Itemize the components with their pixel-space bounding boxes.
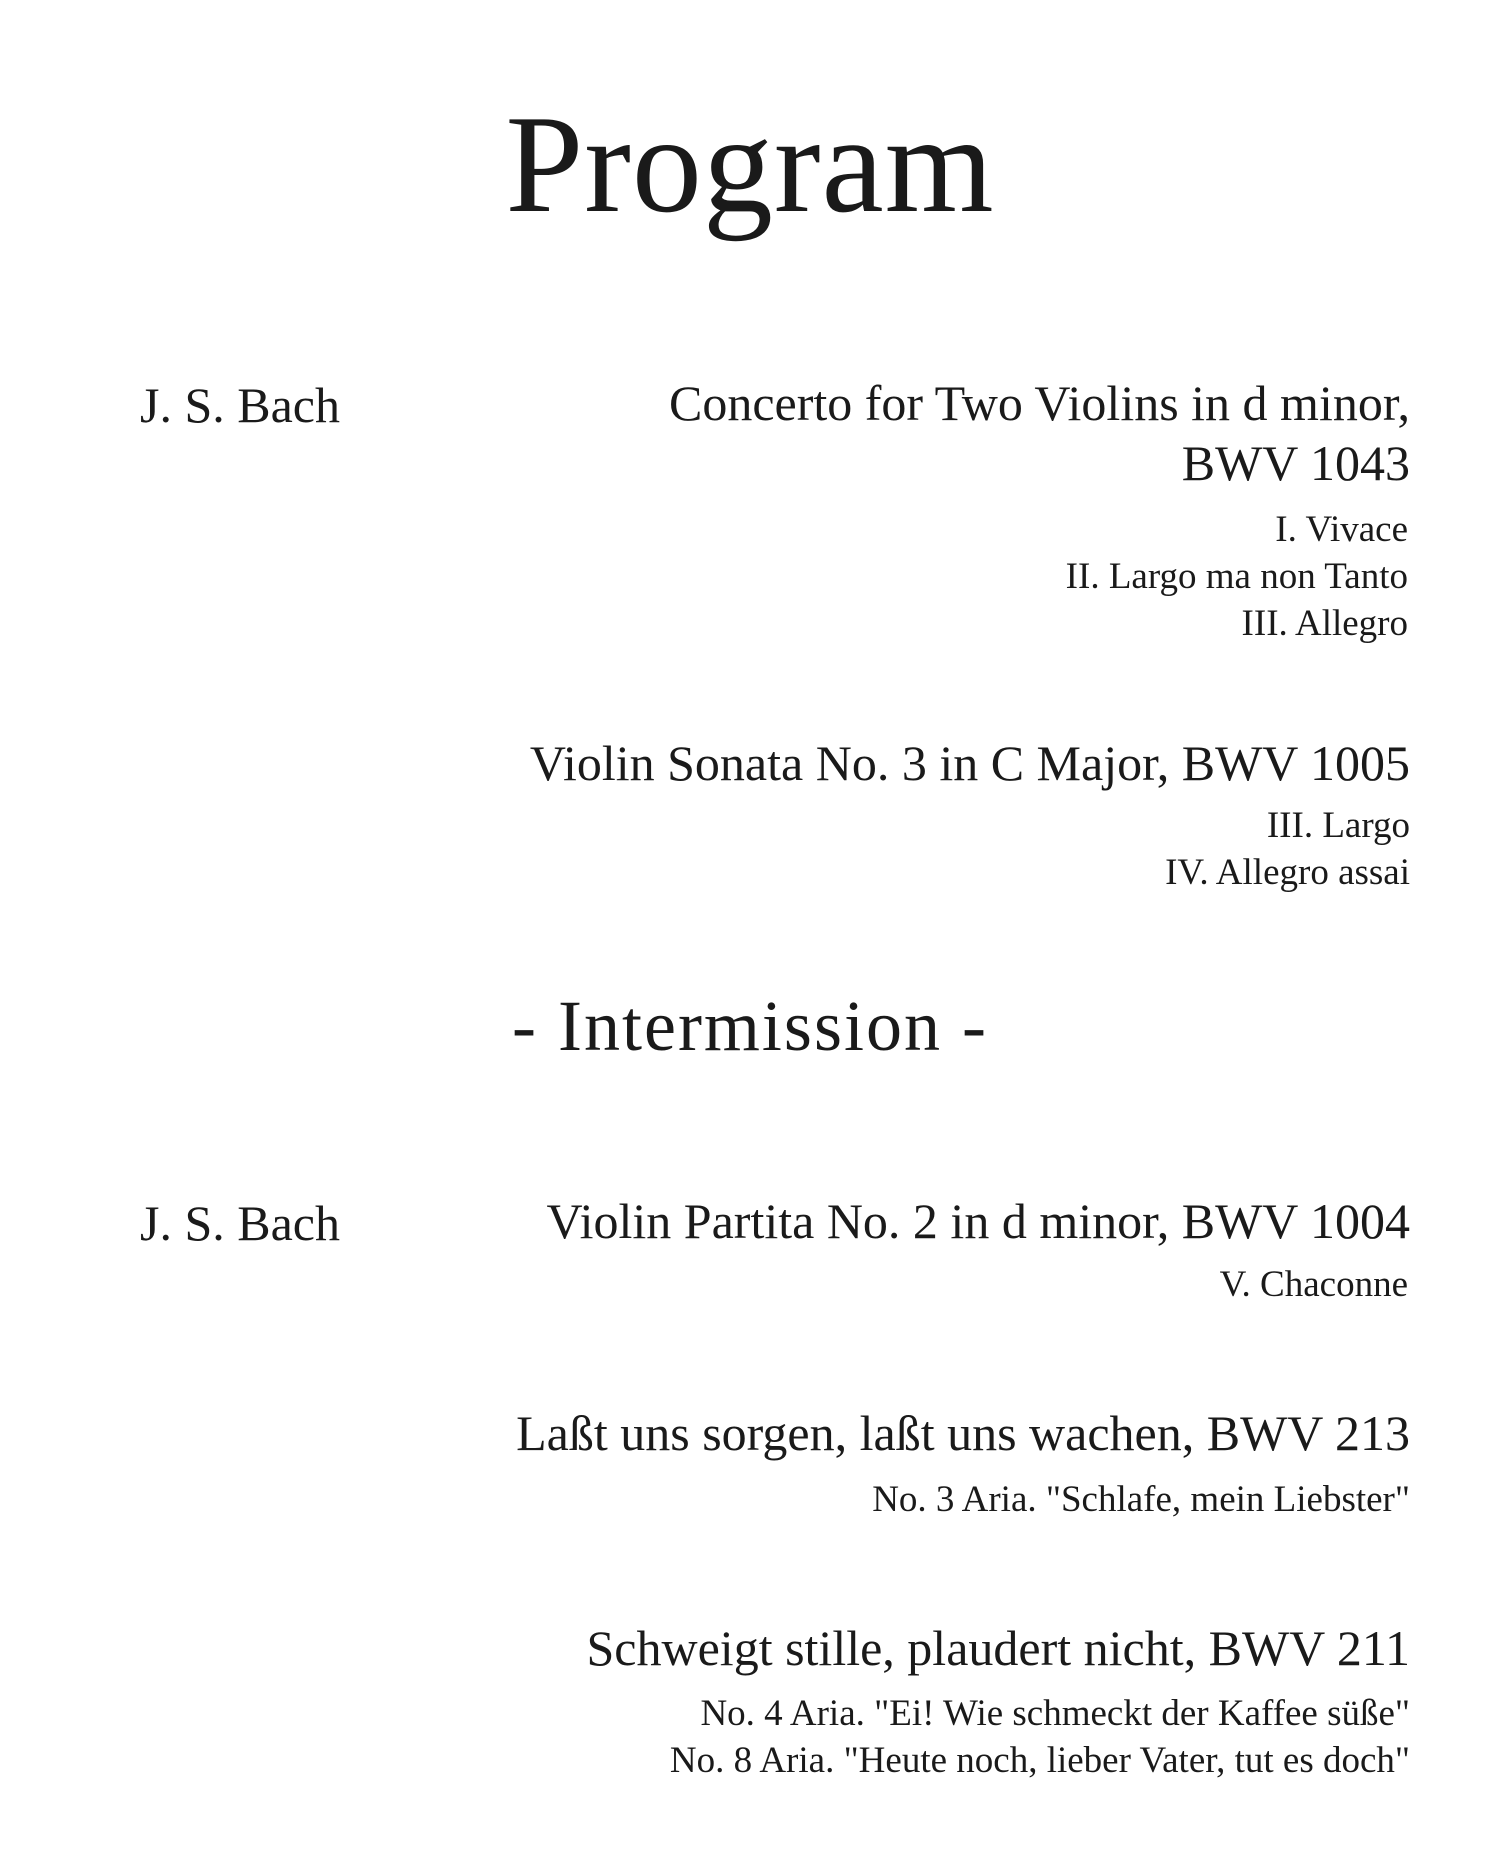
movement-item: I. Vivace (1275, 509, 1408, 550)
movement-item: III. Largo (1266, 805, 1410, 846)
work-title (669, 373, 1410, 493)
composer-name: J. S. Bach (140, 1195, 340, 1251)
work-title-line: BWV 1043 (1181, 435, 1410, 491)
work-title-line: Laßt uns sorgen, laßt uns wachen, BWV 213 (516, 1405, 1410, 1461)
movement-list (670, 1690, 1410, 1784)
movement-item: V. Chaconne (1219, 1264, 1408, 1305)
movement-list (872, 1476, 1410, 1523)
movement-item: No. 3 Aria. "Schlafe, mein Liebster" (872, 1479, 1410, 1520)
movement-list (1165, 802, 1410, 896)
work-title (530, 733, 1410, 793)
movement-item: II. Largo ma non Tanto (1065, 556, 1408, 597)
program-title: Program (505, 87, 995, 242)
work-title (587, 1618, 1411, 1678)
work-title (516, 1403, 1410, 1463)
movement-list (1066, 506, 1408, 647)
movement-item: III. Allegro (1241, 603, 1408, 644)
movement-list (1220, 1261, 1408, 1308)
composer-name: J. S. Bach (140, 377, 340, 433)
intermission-heading: - Intermission - (512, 986, 988, 1066)
work-title-line: Schweigt stille, plaudert nicht, BWV 211 (586, 1620, 1410, 1676)
work-title-line: Violin Partita No. 2 in d minor, BWV 1004 (546, 1193, 1410, 1249)
movement-item: IV. Allegro assai (1165, 852, 1410, 893)
work-title-line: Concerto for Two Violins in d minor, (669, 375, 1410, 431)
work-title-line: Violin Sonata No. 3 in C Major, BWV 1005 (529, 735, 1410, 791)
work-title (547, 1191, 1410, 1251)
movement-item: No. 4 Aria. "Ei! Wie schmeckt der Kaffee süße" (700, 1693, 1410, 1734)
movement-item: No. 8 Aria. "Heute noch, lieber Vater, tut es doch" (669, 1740, 1410, 1781)
